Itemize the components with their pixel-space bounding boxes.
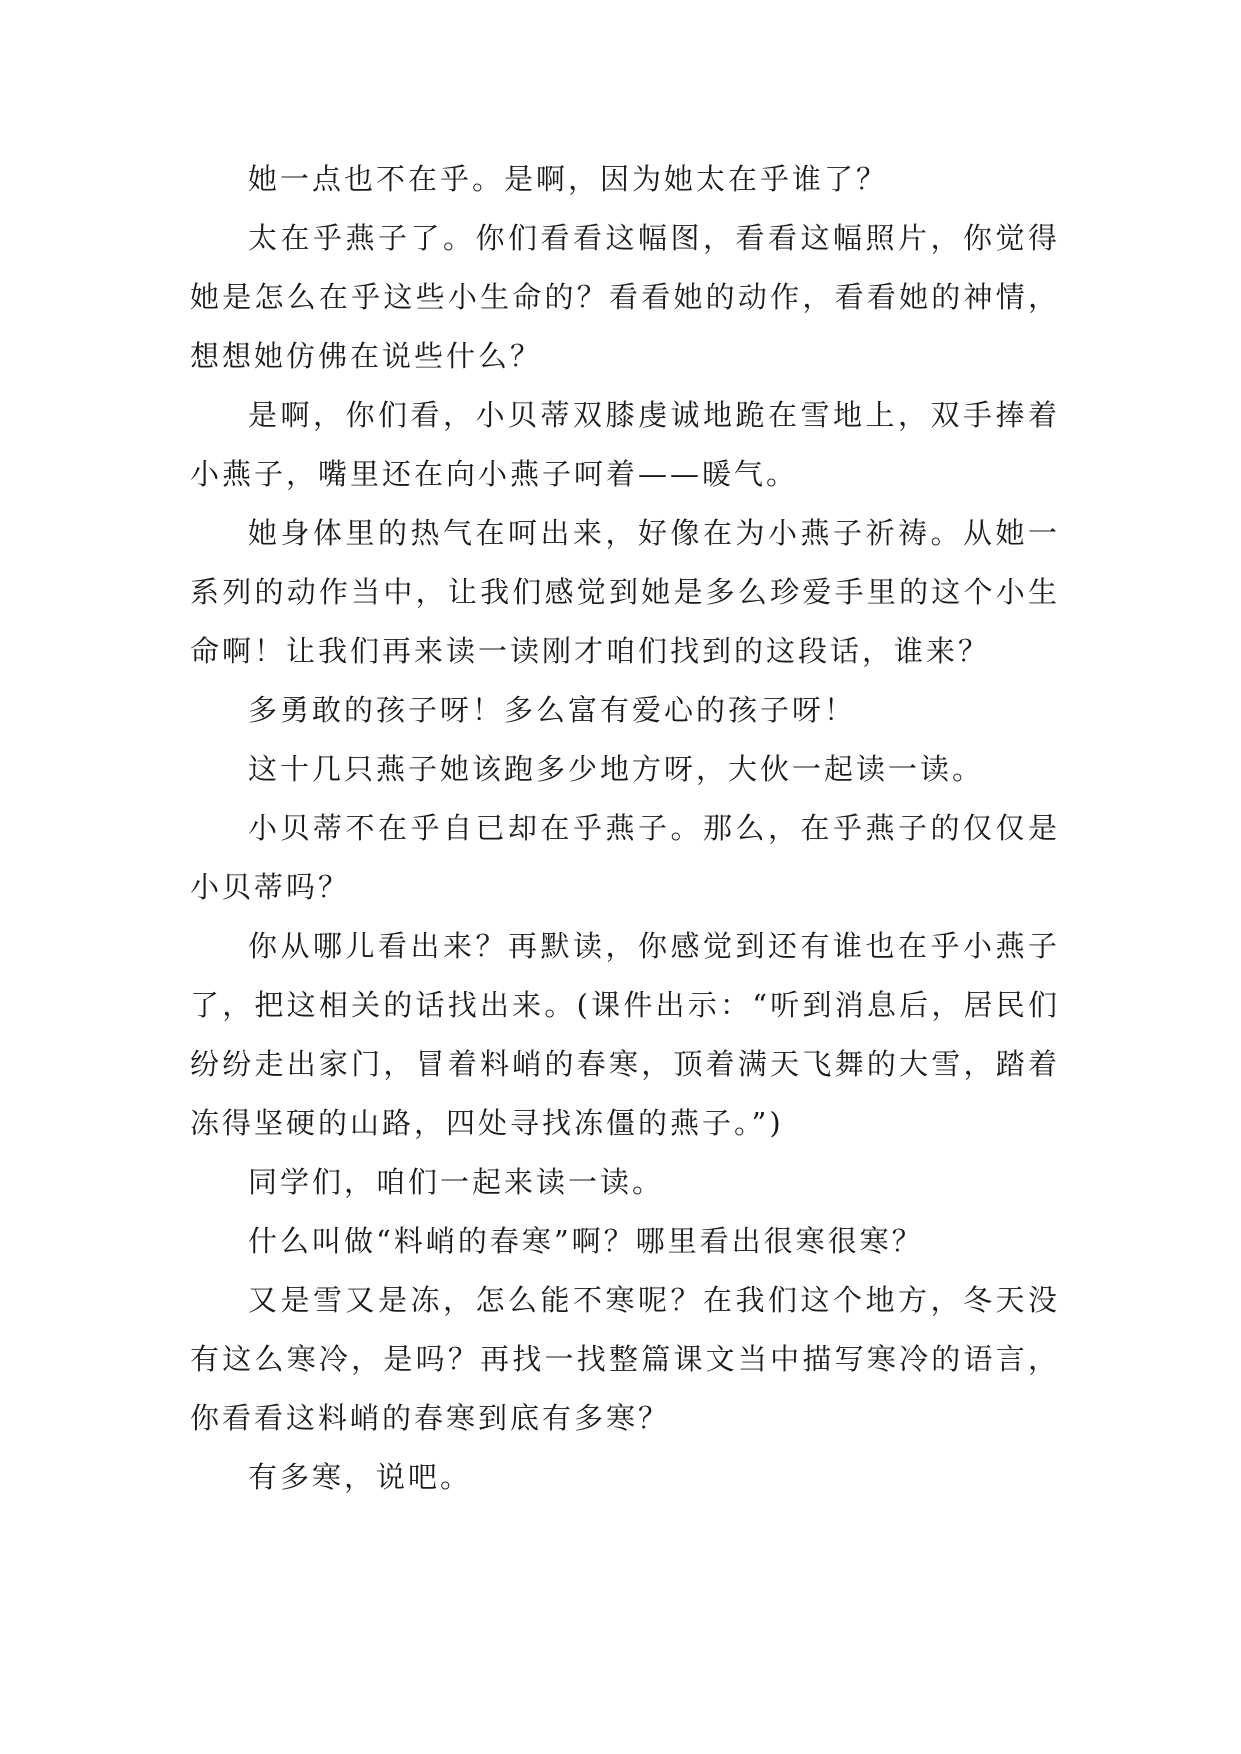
document-body xyxy=(190,150,1060,1507)
paragraph: 你从哪儿看出来？再默读，你感觉到还有谁也在乎小燕子了，把这相关的话找出来。(课件出示：“听到消息后，居民们纷纷走出家门，冒着料峭的春寒，顶着满天飞舞的大雪，踏着冻得坚硬的山路，四处寻找冻僵的燕子。”) xyxy=(190,929,1060,1140)
paragraph: 有多寒，说吧。 xyxy=(248,1460,473,1494)
paragraph: 小贝蒂不在乎自已却在乎燕子。那么，在乎燕子的仅仅是小贝蒂吗？ xyxy=(190,811,1060,904)
paragraph: 是啊，你们看，小贝蒂双膝虔诚地跪在雪地上，双手捧着小燕子，嘴里还在向小燕子呵着——暖气。 xyxy=(190,398,1060,491)
paragraph: 太在乎燕子了。你们看看这幅图，看看这幅照片，你觉得她是怎么在乎这些小生命的？看看她的动作，看看她的神情，想想她仿佛在说些什么？ xyxy=(190,221,1060,373)
paragraph: 同学们，咱们一起来读一读。 xyxy=(248,1165,665,1199)
paragraph: 又是雪又是冻，怎么能不寒呢？在我们这个地方，冬天没有这么寒冷，是吗？再找一找整篇课文当中描写寒冷的语言，你看看这料峭的春寒到底有多寒？ xyxy=(190,1283,1060,1435)
paragraph: 她一点也不在乎。是啊，因为她太在乎谁了？ xyxy=(248,162,889,196)
paragraph: 多勇敢的孩子呀！多么富有爱心的孩子呀！ xyxy=(248,693,857,727)
paragraph: 她身体里的热气在呵出来，好像在为小燕子祈祷。从她一系列的动作当中，让我们感觉到她是多么珍爱手里的这个小生命啊！让我们再来读一读刚才咱们找到的这段话，谁来？ xyxy=(190,516,1060,668)
paragraph: 这十几只燕子她该跑多少地方呀，大伙一起读一读。 xyxy=(248,752,985,786)
paragraph: 什么叫做“料峭的春寒”啊？哪里看出很寒很寒？ xyxy=(248,1224,924,1258)
